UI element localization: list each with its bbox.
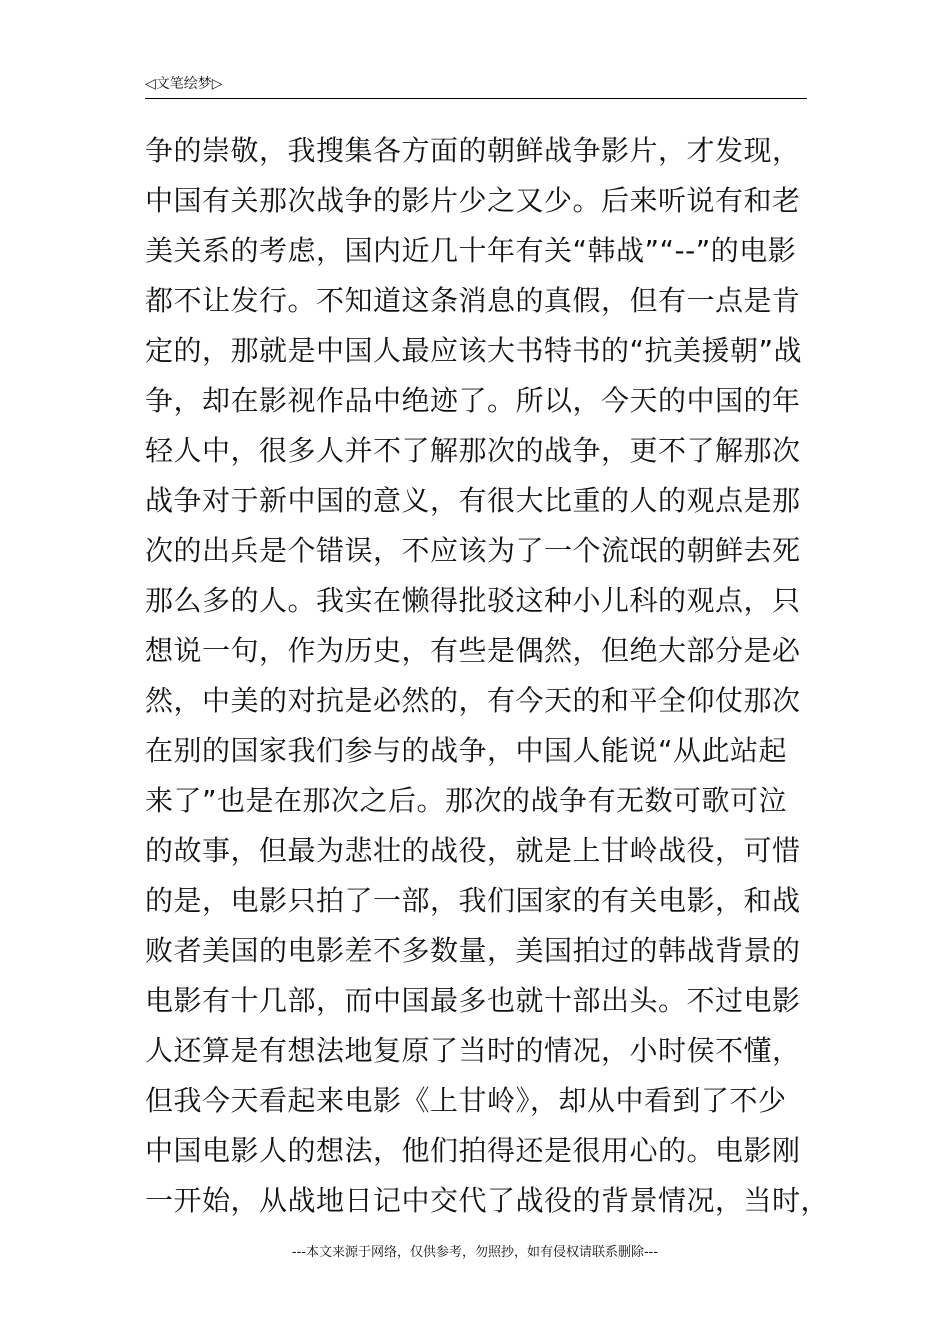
text-line: 次的出兵是个错误，不应该为了一个流氓的朝鲜去死 — [145, 534, 801, 567]
text-line: 那么多的人。我实在懒得批驳这种小儿科的观点，只 — [145, 584, 801, 617]
text-line: 人还算是有想法地复原了当时的情况，小时侯不懂， — [145, 1034, 801, 1067]
page-header — [145, 74, 807, 99]
header-title: ◁文笔绘梦▷ — [145, 76, 223, 92]
text-line: 在别的国家我们参与的战争，中国人能说“从此站起 — [145, 734, 788, 767]
text-line: 争，却在影视作品中绝迹了。所以，今天的中国的年 — [145, 384, 801, 417]
text-line: 轻人中，很多人并不了解那次的战争，更不了解那次 — [145, 434, 801, 467]
text-line: 都不让发行。不知道这条消息的真假，但有一点是肯 — [145, 284, 801, 317]
text-line: 战争对于新中国的意义，有很大比重的人的观点是那 — [145, 484, 801, 517]
page-footer: ---本文来源于网络，仅供参考，勿照抄，如有侵权请联系删除--- — [291, 1245, 659, 1260]
text-line: 想说一句，作为历史，有些是偶然，但绝大部分是必 — [145, 634, 801, 667]
text-line: 败者美国的电影差不多数量，美国拍过的韩战背景的 — [145, 934, 801, 967]
text-line: 来了”也是在那次之后。那次的战争有无数可歌可泣 — [145, 784, 788, 817]
text-line: 中国电影人的想法，他们拍得还是很用心的。电影刚 — [145, 1134, 801, 1167]
text-line: 的故事，但最为悲壮的战役，就是上甘岭战役，可惜 — [145, 834, 801, 867]
text-line: 定的，那就是中国人最应该大书特书的“抗美援朝”战 — [145, 334, 803, 367]
text-line: 中国有关那次战争的影片少之又少。后来听说有和老 — [145, 184, 801, 217]
text-line: 电影有十几部，而中国最多也就十部出头。不过电影 — [145, 984, 801, 1017]
text-line: 然，中美的对抗是必然的，有今天的和平全仰仗那次 — [145, 684, 801, 717]
article-body — [145, 126, 830, 1226]
text-line: 争的崇敬，我搜集各方面的朝鲜战争影片，才发现， — [145, 134, 801, 167]
text-line: 但我今天看起来电影《上甘岭》，却从中看到了不少 — [145, 1084, 787, 1117]
text-line: 一开始，从战地日记中交代了战役的背景情况，当时， — [145, 1184, 830, 1217]
text-line: 美关系的考虑，国内近几十年有关“韩战”“--”的电影 — [145, 234, 797, 267]
text-line: 的是，电影只拍了一部，我们国家的有关电影，和战 — [145, 884, 801, 917]
